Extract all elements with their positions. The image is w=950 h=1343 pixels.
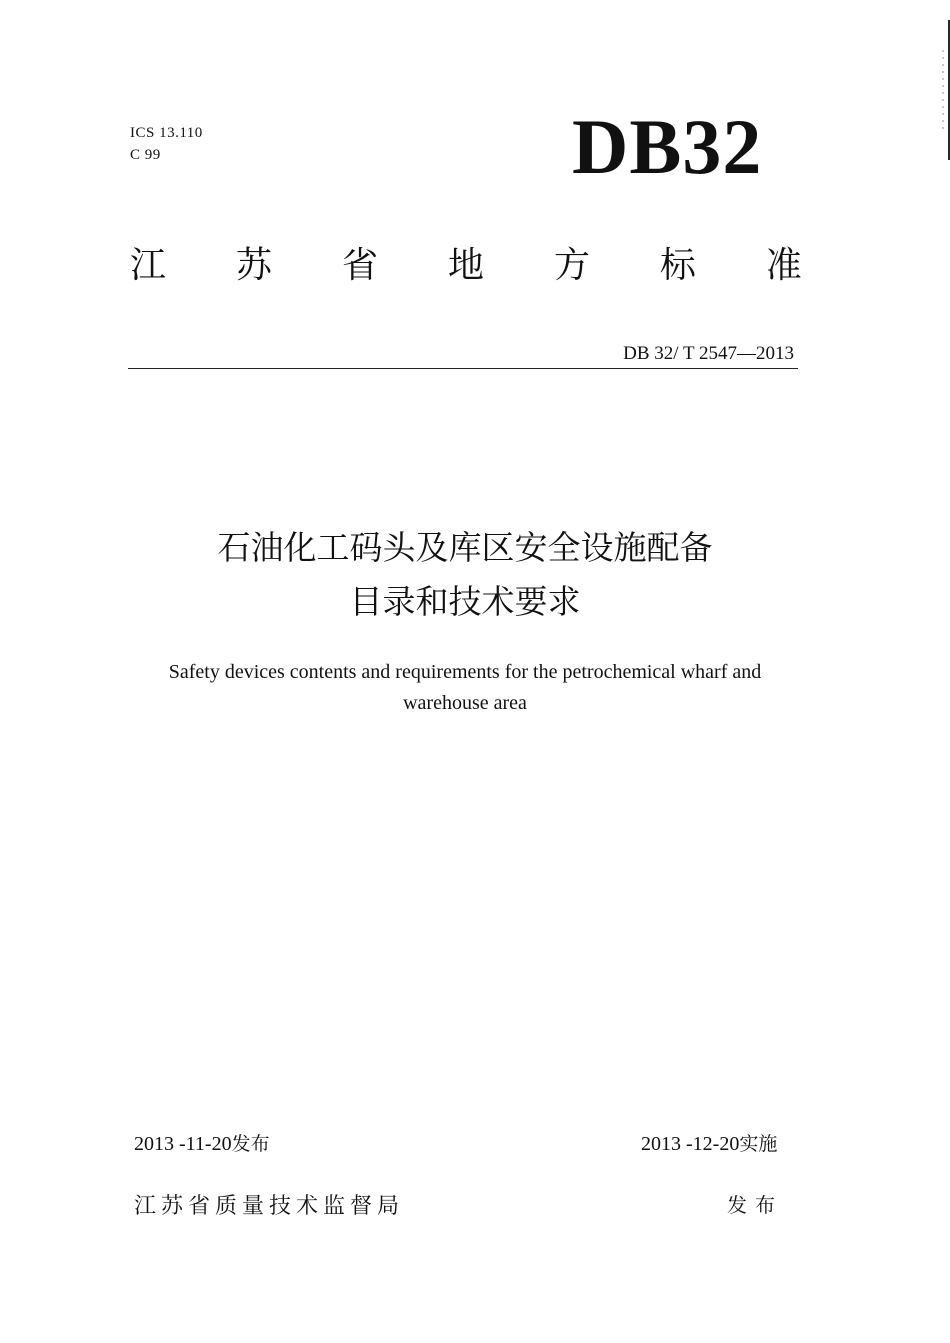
standard-type-char: 准 bbox=[765, 245, 802, 286]
standard-type-char: 苏 bbox=[235, 245, 272, 286]
issue-label: 发布 bbox=[231, 1133, 270, 1155]
standard-type-char: 地 bbox=[447, 245, 484, 286]
standard-type-char: 省 bbox=[341, 245, 378, 286]
implement-date-block bbox=[641, 1130, 777, 1158]
publish-label: 发布 bbox=[727, 1193, 783, 1217]
chinese-title-line-1: 石油化工码头及库区安全设施配备 bbox=[217, 528, 713, 567]
db32-logo: DB32 bbox=[572, 103, 763, 190]
implement-label: 实施 bbox=[739, 1133, 778, 1155]
english-title bbox=[0, 657, 930, 719]
classification-codes bbox=[130, 122, 203, 166]
issuing-authority: 江苏省质量技术监督局 bbox=[134, 1194, 405, 1219]
english-title-line-2: warehouse area bbox=[403, 692, 527, 714]
standard-number: DB 32/ T 2547—2013 bbox=[623, 343, 794, 364]
standard-type-char: 江 bbox=[130, 245, 167, 286]
english-title-line-1: Safety devices contents and requirements for the petrochemical wharf and bbox=[168, 661, 762, 683]
scan-noise-mark bbox=[942, 50, 944, 130]
issue-date: 2013 -11-20 bbox=[134, 1133, 232, 1155]
implement-date: 2013 -12-20 bbox=[641, 1133, 740, 1155]
issue-date-block bbox=[134, 1130, 270, 1158]
standard-type-char: 标 bbox=[659, 245, 696, 286]
ics-code: ICS 13.110 bbox=[130, 125, 203, 141]
ccs-code: C 99 bbox=[130, 147, 161, 163]
standard-type-heading bbox=[130, 243, 802, 289]
chinese-title-line-2: 目录和技术要求 bbox=[349, 582, 581, 621]
standard-type-char: 方 bbox=[553, 245, 590, 286]
header-divider bbox=[128, 368, 798, 369]
